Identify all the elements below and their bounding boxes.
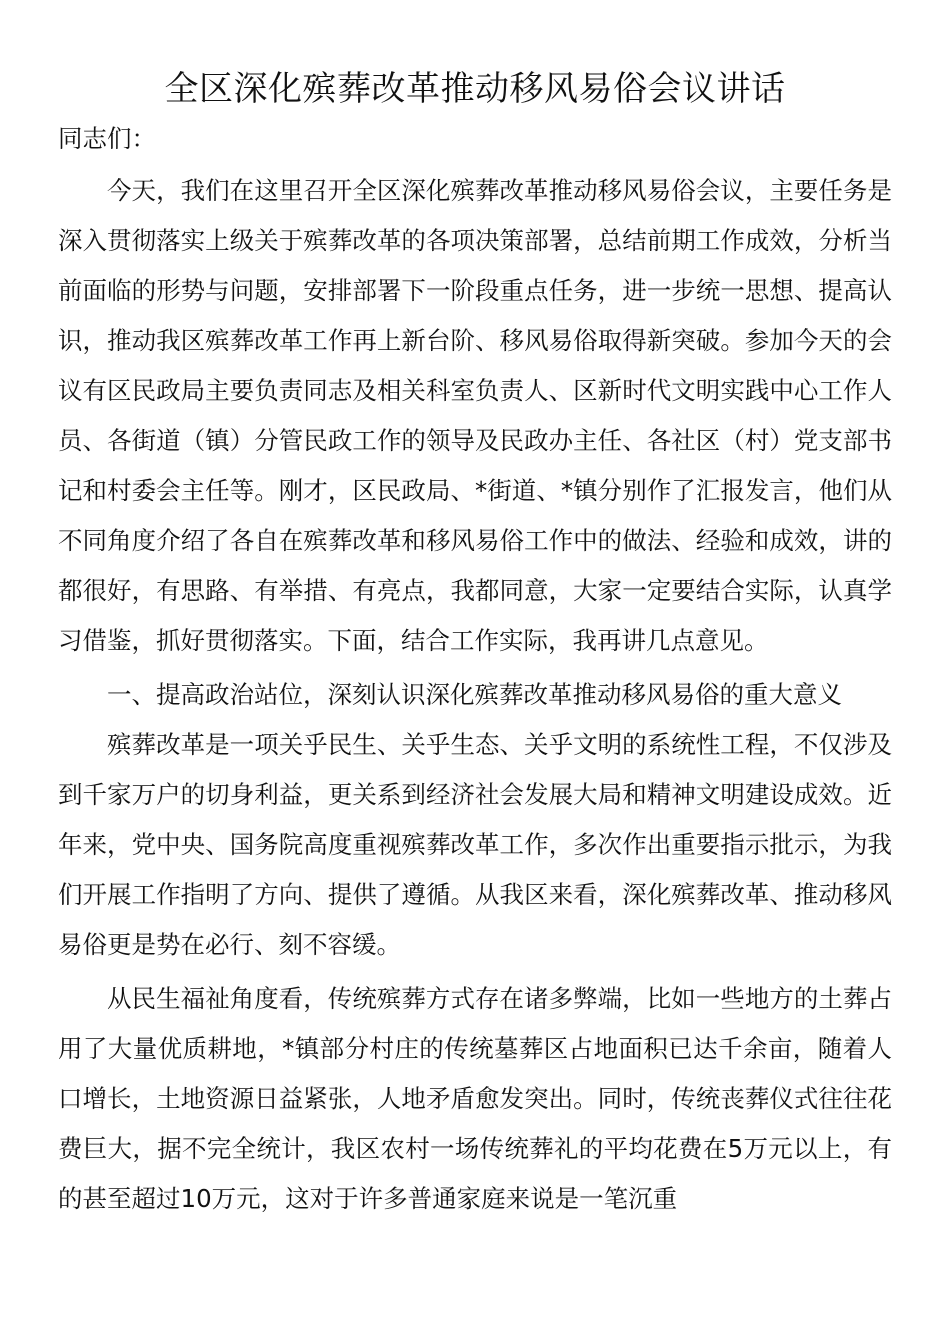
section-1-paragraph-1: 殡葬改革是一项关乎民生、关乎生态、关乎文明的系统性工程，不仅涉及到千家万户的切身利益，更关系到经济社会发展大局和精神文明建设成效。近年来，党中央、国务院高度重视殡葬改革工作，多次作出重要指示批示，为我们开展工作指明了方向、提供了遵循。从我区来看，深化殡葬改革、推动移风易俗更是势在必行、刻不容缓。 [58, 730, 892, 959]
section-heading-1: 一、提高政治站位，深刻认识深化殡葬改革推动移风易俗的重大意义 [107, 680, 842, 709]
document-body [58, 114, 892, 1224]
opening-paragraph: 今天，我们在这里召开全区深化殡葬改革推动移风易俗会议，主要任务是深入贯彻落实上级关于殡葬改革的各项决策部署，总结前期工作成效，分析当前面临的形势与问题，安排部署下一阶段重点任务，进一步统一思想、提高认识，推动我区殡葬改革工作再上新台阶、移风易俗取得新突破。参加今天的会议有区民政局主要负责同志及相关科室负责人、区新时代文明实践中心工作人员、各街道（镇）分管民政工作的领导及民政办主任、各社区（村）党支部书记和村委会主任等。刚才，区民政局、*街道、*镇分别作了汇报发言，他们从不同角度介绍了各自在殡葬改革和移风易俗工作中的做法、经验和成效，讲的都很好，有思路、有举措、有亮点，我都同意，大家一定要结合实际，认真学习借鉴，抓好贯彻落实。下面，结合工作实际，我再讲几点意见。 [58, 176, 892, 655]
document-title: 全区深化殡葬改革推动移风易俗会议讲话 [164, 69, 786, 109]
greeting: 同志们： [58, 124, 156, 153]
section-1-paragraph-2: 从民生福祉角度看，传统殡葬方式存在诸多弊端，比如一些地方的土葬占用了大量优质耕地，*镇部分村庄的传统墓葬区占地面积已达千余亩，随着人口增长，土地资源日益紧张，人地矛盾愈发突出。同时，传统丧葬仪式往往花费巨大，据不完全统计，我区农村一场传统葬礼的平均花费在5万元以上，有的甚至超过10万元，这对于许多普通家庭来说是一笔沉重 [58, 984, 892, 1213]
